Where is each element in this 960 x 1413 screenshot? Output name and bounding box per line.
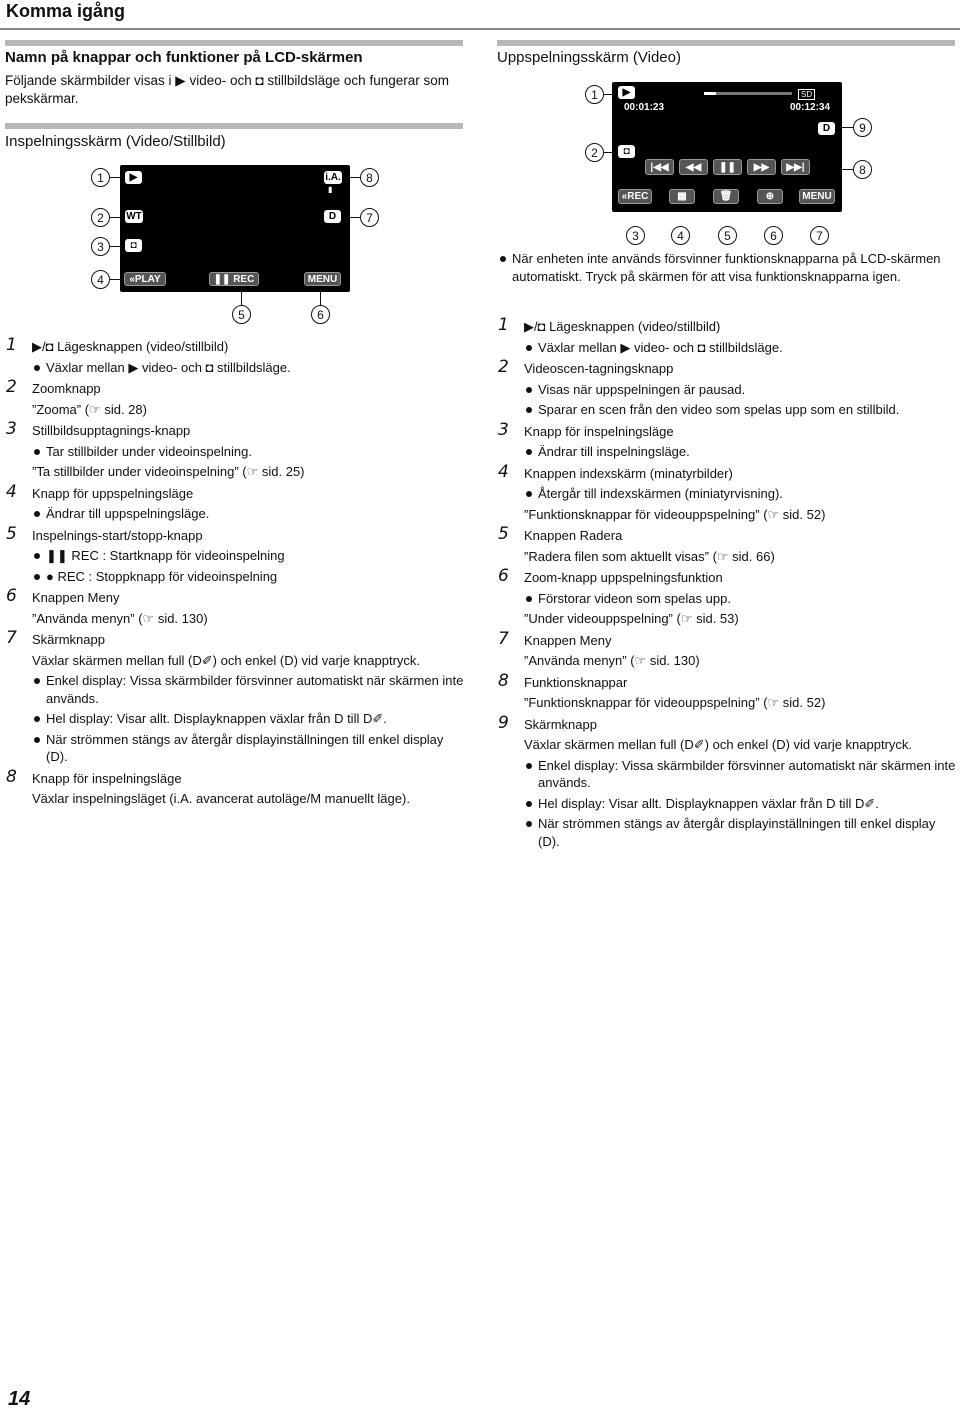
callout-line	[320, 290, 321, 305]
elapsed-time: 00:01:23	[624, 102, 665, 113]
page-link[interactable]: ”Radera filen som aktuellt visas” (☞ sid. 66)	[524, 548, 775, 564]
skip-forward-button[interactable]: ▶▶|	[781, 159, 810, 175]
page-link[interactable]: ”Zooma” (☞ sid. 28)	[32, 401, 147, 417]
playback-note: När enheten inte används försvinner funktionsknapparna på LCD-skärmen automatiskt. Tryck på skärmen för att visa funktionsknapparna igen.	[498, 250, 958, 285]
item-7: 7 Skärmknapp Växlar skärmen mellan full (D✐) och enkel (D) vid varje knapptryck. Enkel display: Vissa skärmbilder försvinner automatiskt när skärmen inte används. Hel display: Visar allt. Displayknappen växlar från D till D✐. När strömmen stängs av återgår displayinställningen till enkel display (D).	[6, 631, 468, 766]
item-5: 5 Knappen Radera ”Radera filen som aktuellt visas” (☞ sid. 66)	[498, 527, 960, 565]
skip-back-button[interactable]: |◀◀	[645, 159, 674, 175]
sd-card-icon: SD	[798, 89, 815, 100]
item-2: 2 Videoscen-tagningsknapp Visas när uppspelningen är pausad. Sparar en scen från den video som spelas upp som en stillbild.	[498, 360, 960, 419]
page-link[interactable]: ”Använda menyn” (☞ sid. 130)	[32, 610, 208, 626]
callout-line	[604, 94, 614, 95]
battery-icon: ▮	[328, 185, 333, 194]
menu-button[interactable]: MENU	[304, 272, 341, 286]
callout-8: 8	[360, 168, 379, 187]
scene-capture-button[interactable]: ◘	[618, 145, 635, 158]
index-button[interactable]: ▦	[669, 189, 695, 204]
section-heading-right: Uppspelningsskärm (Video)	[497, 49, 681, 66]
zoom-in-icon[interactable]: ⊕	[757, 189, 783, 204]
rec-start-stop-button[interactable]: ❚❚ REC	[209, 272, 259, 286]
recording-items	[6, 335, 468, 812]
callout-1: 1	[91, 168, 110, 187]
callout-line	[842, 169, 853, 170]
play-mode-button[interactable]: «PLAY	[124, 272, 166, 286]
still-capture-button[interactable]: ◘	[125, 239, 142, 252]
display-button[interactable]: D	[818, 122, 835, 135]
callout-2: 2	[91, 208, 110, 227]
playback-items	[498, 315, 960, 854]
page-link[interactable]: ”Under videouppspelning” (☞ sid. 53)	[524, 611, 739, 626]
page-link[interactable]: ”Ta stillbilder under videoinspelning” (☞ sid. 25)	[32, 464, 305, 479]
item-5: 5 Inspelnings-start/stopp-knapp ❚❚ REC : Startknapp för videoinspelning ● REC : Stoppknapp för videoinspelning	[6, 527, 468, 586]
fast-forward-button[interactable]: ▶▶	[747, 159, 776, 175]
delete-icon[interactable]: 🗑	[713, 189, 739, 204]
rewind-button[interactable]: ◀◀	[679, 159, 708, 175]
playback-screen	[612, 82, 842, 212]
callout-line	[604, 152, 614, 153]
callout-2: 2	[585, 143, 604, 162]
callout-line	[348, 177, 360, 178]
callout-4: 4	[91, 270, 110, 289]
item-7: 7 Knappen Meny ”Använda menyn” (☞ sid. 130)	[498, 632, 960, 670]
callout-4: 4	[671, 226, 690, 245]
progress-track	[704, 92, 792, 95]
callout-line	[348, 217, 360, 218]
item-4: 4 Knappen indexskärm (minatyrbilder) Återgår till indexskärmen (miniatyrvisning). ”Funktionsknappar för videouppspelning” (☞ sid. 52)	[498, 465, 960, 524]
page-link[interactable]: ”Funktionsknappar för videouppspelning” (☞ sid. 52)	[524, 695, 826, 710]
callout-line	[110, 217, 122, 218]
callout-line	[110, 177, 122, 178]
page-link[interactable]: ”Använda menyn” (☞ sid. 130)	[524, 653, 700, 668]
callout-1: 1	[585, 85, 604, 104]
callout-3: 3	[626, 226, 645, 245]
total-time: 00:12:34	[790, 102, 831, 113]
callout-5: 5	[232, 305, 251, 324]
callout-line	[842, 127, 853, 128]
callout-line	[110, 246, 122, 247]
record-mode-button[interactable]: i.A.	[325, 172, 341, 183]
callout-5: 5	[718, 226, 737, 245]
section-bar	[5, 123, 463, 129]
mode-button[interactable]: ▶	[618, 86, 635, 99]
display-button[interactable]: D	[324, 210, 341, 223]
rec-mode-button[interactable]: «REC	[618, 189, 652, 204]
item-3: 3 Stillbildsupptagnings-knapp Tar stillbilder under videoinspelning. ”Ta stillbilder under videoinspelning” (☞ sid. 25)	[6, 422, 468, 481]
recording-screen	[120, 165, 350, 292]
zoom-button[interactable]: WT	[126, 211, 142, 222]
page-header	[0, 0, 960, 30]
item-6: 6 Knappen Meny ”Använda menyn” (☞ sid. 130)	[6, 589, 468, 627]
item-1: 1 ▶/◘ Lägesknappen (video/stillbild) Växlar mellan ▶ video- och ◘ stillbildsläge.	[6, 338, 468, 376]
page-link[interactable]: ”Funktionsknappar för videouppspelning” (☞ sid. 52)	[524, 506, 826, 522]
item-8: 8 Knapp för inspelningsläge Växlar inspelningsläget (i.A. avancerat autoläge/M manuellt läge).	[6, 766, 410, 806]
callout-3: 3	[91, 237, 110, 256]
callout-6: 6	[311, 305, 330, 324]
item-3: 3 Knapp för inspelningsläge Ändrar till inspelningsläge.	[498, 423, 960, 461]
callout-line	[241, 290, 242, 305]
callout-line	[110, 279, 122, 280]
callout-6: 6	[764, 226, 783, 245]
page-title: Komma igång	[6, 1, 126, 21]
page-number: 14	[8, 1388, 31, 1410]
callout-9: 9	[853, 118, 872, 137]
section-heading-left: Namn på knappar och funktioner på LCD-skärmen	[5, 49, 363, 66]
item-9: 9 Skärmknapp Växlar skärmen mellan full (D✐) och enkel (D) vid varje knapptryck. Enkel display: Vissa skärmbilder försvinner automatiskt när skärmen inte används. Hel display: Visar allt. Displayknappen växlar från D till D✐. När strömmen stängs av återgår displayinställningen till enkel display (D).	[498, 716, 960, 851]
callout-8: 8	[853, 160, 872, 179]
item-6: 6 Zoom-knapp uppspelningsfunktion Förstorar videon som spelas upp. ”Under videouppspelning” (☞ sid. 53)	[498, 569, 960, 628]
mode-button[interactable]: ▶	[125, 171, 142, 184]
section-bar	[5, 40, 463, 46]
pause-button[interactable]: ❚❚	[713, 159, 742, 175]
intro-text: Följande skärmbilder visas i ▶ video- och ◘ stillbildsläge och fungerar som pekskärmar.	[5, 73, 449, 106]
progress-fill	[704, 92, 716, 95]
item-4: 4 Knapp för uppspelningsläge Ändrar till uppspelningsläge.	[6, 485, 468, 523]
sub-heading-recording: Inspelningsskärm (Video/Stillbild)	[5, 133, 226, 150]
callout-7: 7	[360, 208, 379, 227]
menu-button[interactable]: MENU	[799, 189, 835, 204]
item-1: 1 ▶/◘ Lägesknappen (video/stillbild) Växlar mellan ▶ video- och ◘ stillbildsläge.	[498, 318, 960, 356]
item-2: 2 Zoomknapp ”Zooma” (☞ sid. 28)	[6, 380, 468, 418]
callout-7: 7	[810, 226, 829, 245]
item-8: 8 Funktionsknappar ”Funktionsknappar för videouppspelning” (☞ sid. 52)	[498, 674, 960, 712]
section-bar	[497, 40, 955, 46]
